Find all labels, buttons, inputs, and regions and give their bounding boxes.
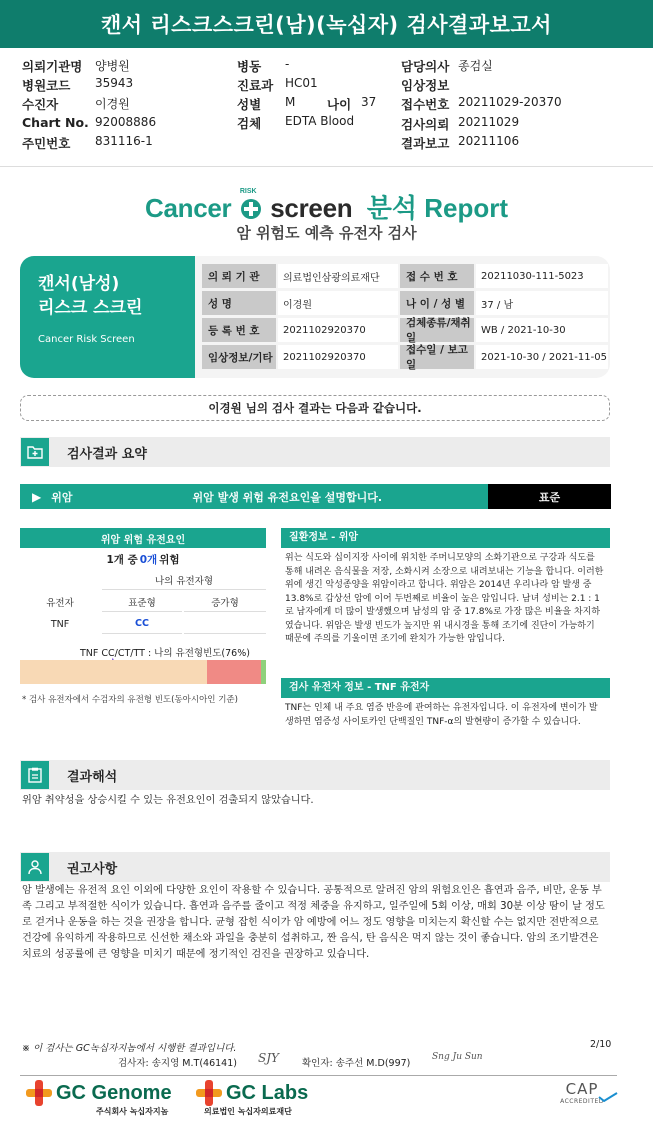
receipt-value: 20211029-20370 bbox=[458, 95, 562, 109]
summary-section-header bbox=[20, 437, 610, 467]
logo-cancer: Cancer bbox=[145, 193, 232, 223]
summary-title: 검사결과 요약 bbox=[67, 446, 147, 462]
logo-screen: screen bbox=[270, 193, 353, 223]
dept-label: 진료과 bbox=[237, 78, 274, 93]
cap-sub: ACCREDITED bbox=[560, 1098, 604, 1105]
code-label: 병원코드 bbox=[22, 78, 71, 93]
risk-count-num: 0개 bbox=[139, 553, 158, 566]
confirmer: 확인자: 송주선 M.D(997) bbox=[302, 1058, 411, 1069]
summary-folder-icon bbox=[21, 438, 49, 466]
my-genotype-label: 나의 유전자형 bbox=[102, 570, 266, 590]
report-subtitle: 암 위험도 예측 유전자 검사 bbox=[236, 224, 417, 242]
frequency-end bbox=[261, 660, 266, 684]
recommendation-title: 권고사항 bbox=[67, 861, 118, 877]
increased-label: 증가형 bbox=[184, 592, 266, 612]
age-label: 나이 bbox=[327, 97, 352, 112]
risk-box-header: 위암 위험 유전요인 bbox=[20, 528, 266, 548]
chart-value: 92008886 bbox=[95, 115, 157, 129]
gene-name: TNF bbox=[50, 618, 70, 630]
request-label: 검사의뢰 bbox=[401, 117, 450, 132]
request-value: 20211029 bbox=[458, 115, 520, 129]
gc-genome-sub: 주식회사 녹십자지놈 bbox=[96, 1107, 169, 1116]
info-row bbox=[200, 291, 608, 315]
result-message: 이경원 님의 검사 결과는 다음과 같습니다. bbox=[20, 395, 610, 421]
name-value: 이경원 bbox=[95, 97, 130, 111]
tester: 검사자: 송지영 M.T(46141) bbox=[118, 1058, 237, 1069]
genotype-grid bbox=[20, 570, 266, 634]
footer-note: ※ 이 검사는 GC녹십자지놈에서 시행한 결과입니다. bbox=[22, 1043, 237, 1054]
name-label: 수진자 bbox=[22, 97, 59, 112]
standard-label: 표준형 bbox=[102, 592, 182, 612]
play-triangle-icon: ▶ bbox=[32, 489, 42, 504]
gc-genome-logo bbox=[26, 1080, 172, 1106]
info-key: 접 수 번 호 bbox=[400, 264, 474, 288]
dept-value: HC01 bbox=[285, 76, 318, 90]
checkmark-icon bbox=[598, 1092, 618, 1102]
increased-empty bbox=[184, 614, 266, 634]
frequency-note: * 검사 유전자에서 수검자의 유전형 빈도(동아시아인 기준) bbox=[22, 695, 238, 705]
info-key: 성 명 bbox=[202, 291, 276, 315]
product-card bbox=[20, 256, 195, 378]
footer-line bbox=[20, 1075, 617, 1076]
frequency-label: TNF CC/CT/TT : 나의 유전형빈도(76%) bbox=[80, 648, 250, 659]
info-value: 2021102920370 bbox=[278, 345, 398, 369]
info-value: 20211030-111-5023 bbox=[476, 264, 608, 288]
card-line2: 리스크 스크린 bbox=[38, 298, 143, 318]
card-english: Cancer Risk Screen bbox=[38, 334, 135, 345]
risk-level: 표준 bbox=[488, 484, 611, 509]
gene-info bbox=[281, 678, 610, 729]
risk-count bbox=[20, 548, 266, 570]
code-value: 35943 bbox=[95, 76, 134, 90]
sex-label: 성별 bbox=[237, 97, 262, 112]
report-label: 결과보고 bbox=[401, 136, 450, 151]
disease-info bbox=[281, 528, 610, 647]
gene-info-text: TNF는 인체 내 주요 염증 반응에 관여하는 유전자입니다. 이 유전자에 변이가 발생하면 염증성 사이토카인 단백질인 TNF-α의 발현량이 증가할 수 있습니다. bbox=[285, 703, 598, 727]
info-key: 의 뢰 기 관 bbox=[202, 264, 276, 288]
info-value: 이경원 bbox=[278, 291, 398, 315]
report-value: 20211106 bbox=[458, 134, 520, 148]
gc-cross-icon bbox=[26, 1080, 52, 1106]
confirmer-signature: Sng Ju Sun bbox=[432, 1052, 483, 1062]
disease-header: 질환정보 - 위암 bbox=[281, 528, 610, 548]
report-title: 캔서 리스크스크린(남)(녹십자) 검사결과보고서 bbox=[0, 0, 653, 48]
rrn-value: 831116-1 bbox=[95, 134, 153, 148]
gene-info-header: 검사 유전자 정보 - TNF 유전자 bbox=[281, 678, 610, 698]
ward-value: - bbox=[285, 57, 290, 71]
tester-signature: SJY bbox=[258, 1051, 279, 1065]
rrn-label: 주민번호 bbox=[22, 136, 71, 151]
specimen-label: 검체 bbox=[237, 116, 262, 131]
receipt-label: 접수번호 bbox=[401, 97, 450, 112]
gc-genome-text: GC Genome bbox=[56, 1081, 172, 1104]
doctor-value: 종검실 bbox=[458, 59, 493, 73]
info-key: 나 이 / 성 별 bbox=[400, 291, 474, 315]
cap-logo bbox=[550, 1080, 614, 1105]
disease-text: 위는 식도와 십이지장 사이에 위치한 주머니모양의 소화기관으로 구강과 식도를 통해 내려온 음식물을 저장, 소화시켜 소장으로 내려보내는 기능을 합니다. 이러한 위에 생긴 악성종양을 위암이라고 합니다. 위암은 2014년 우리나라 암 발생 중 13.8%로 갑상선 암에 이어 두번째로 비율이 높은 암입니다. 남녀 성비는 2.1 : 1로 남자에게 더 많이 발생했으며 남성의 암 중 17.8%로 가장 많은 비율을 차지하였습니다. 위암은 발생 빈도가 높지만 위 내시경을 통해 조기에 진단이 가능하기 때문에 주의를 기울이면 조기에 완치가 가능한 암입니다. bbox=[285, 553, 604, 644]
logo-risk: RISK bbox=[239, 188, 257, 195]
info-key: 검체종류/채취일 bbox=[400, 318, 474, 342]
interpretation-title: 결과해석 bbox=[67, 769, 118, 785]
info-value: 의료법인삼광의료재단 bbox=[278, 264, 398, 288]
recommendation-section-header bbox=[20, 852, 610, 882]
sex-value: M bbox=[285, 95, 296, 109]
info-row bbox=[200, 318, 608, 342]
header-divider bbox=[0, 166, 653, 167]
cap-text: CAP bbox=[565, 1080, 599, 1098]
logo-report: 분석 Report bbox=[366, 193, 508, 223]
frequency-fill bbox=[20, 660, 207, 684]
info-value: 2021-10-30 / 2021-11-05 bbox=[476, 345, 608, 369]
org-label: 의뢰기관명 bbox=[22, 59, 83, 74]
stomach-risk-bar bbox=[20, 484, 611, 509]
specimen-value: EDTA Blood bbox=[285, 114, 355, 128]
info-value: WB / 2021-10-30 bbox=[476, 318, 608, 342]
info-row bbox=[200, 345, 608, 369]
patient-header bbox=[0, 48, 653, 166]
stomach-name: 위암 bbox=[51, 490, 73, 504]
gc-labs-text: GC Labs bbox=[226, 1081, 309, 1104]
gc-labs-logo bbox=[196, 1080, 308, 1106]
chart-label: Chart No. bbox=[22, 115, 89, 130]
cancer-screen-logo bbox=[0, 188, 653, 225]
risk-count-pre: 1개 중 bbox=[106, 553, 138, 566]
recommendation-text: 암 발생에는 유전적 요인 이외에 다양한 요인이 작용할 수 있습니다. 공통적으로 알려진 암의 위험요인은 흡연과 음주, 비만, 운동 부족 그리고 부적절한 식이가 있습니다. 흡연과 음주를 줄이고 적정 체중을 유지하고, 일주일에 5회 이상, 매회 30분 이상 땀이 날 정도로 걷거나 운동을 하는 것을 권장을 합니다. 균형 잡힌 식이가 암 예방에 어느 정도 영향을 미치는지 확신할 수는 없지만 전반적으로 건강에 유익하게 작용하므로 신선한 채소와 과일을 충분히 섭취하고, 짠 음식, 탄 음식은 먹지 않는 것이 좋습니다. 암의 조기발견은 치료의 성공률에 큰 영향을 미치기 때문에 정기적인 검진을 권장하고 있습니다. bbox=[22, 885, 605, 960]
interpretation-text: 위암 취약성을 상승시킬 수 있는 유전요인이 검출되지 않았습니다. bbox=[22, 795, 314, 806]
risk-count-post: 위험 bbox=[159, 553, 180, 566]
gene-value: CC bbox=[102, 614, 182, 634]
doctor-label: 담당의사 bbox=[401, 59, 450, 74]
info-value: 2021102920370 bbox=[278, 318, 398, 342]
doctor-icon bbox=[21, 853, 49, 881]
interpretation-section-header bbox=[20, 760, 610, 790]
org-value: 양병원 bbox=[95, 59, 130, 73]
info-key: 임상정보/기타 bbox=[202, 345, 276, 369]
card-line1: 캔서(남성) bbox=[38, 274, 120, 294]
info-key: 접수일 / 보고일 bbox=[400, 345, 474, 369]
info-row bbox=[200, 264, 608, 288]
stomach-desc: 위암 발생 위험 유전요인을 설명합니다. bbox=[192, 490, 383, 504]
risk-factor-box bbox=[20, 528, 266, 570]
gene-label: 유전자 bbox=[46, 598, 74, 609]
risk-cross-icon bbox=[239, 188, 262, 220]
frequency-remainder bbox=[207, 660, 261, 684]
gc-labs-sub: 의료법인 녹십자의료재단 bbox=[204, 1107, 292, 1116]
stomach-bar-left bbox=[20, 484, 488, 509]
clinical-label: 임상정보 bbox=[401, 78, 450, 93]
frequency-scale bbox=[20, 660, 266, 684]
clipboard-icon bbox=[21, 761, 49, 789]
age-value: 37 bbox=[361, 95, 377, 109]
info-value: 37 / 남 bbox=[476, 291, 608, 315]
gc-cross-icon bbox=[196, 1080, 222, 1106]
page-number: 2/10 bbox=[590, 1039, 612, 1050]
ward-label: 병동 bbox=[237, 59, 262, 74]
info-key: 등 록 번 호 bbox=[202, 318, 276, 342]
